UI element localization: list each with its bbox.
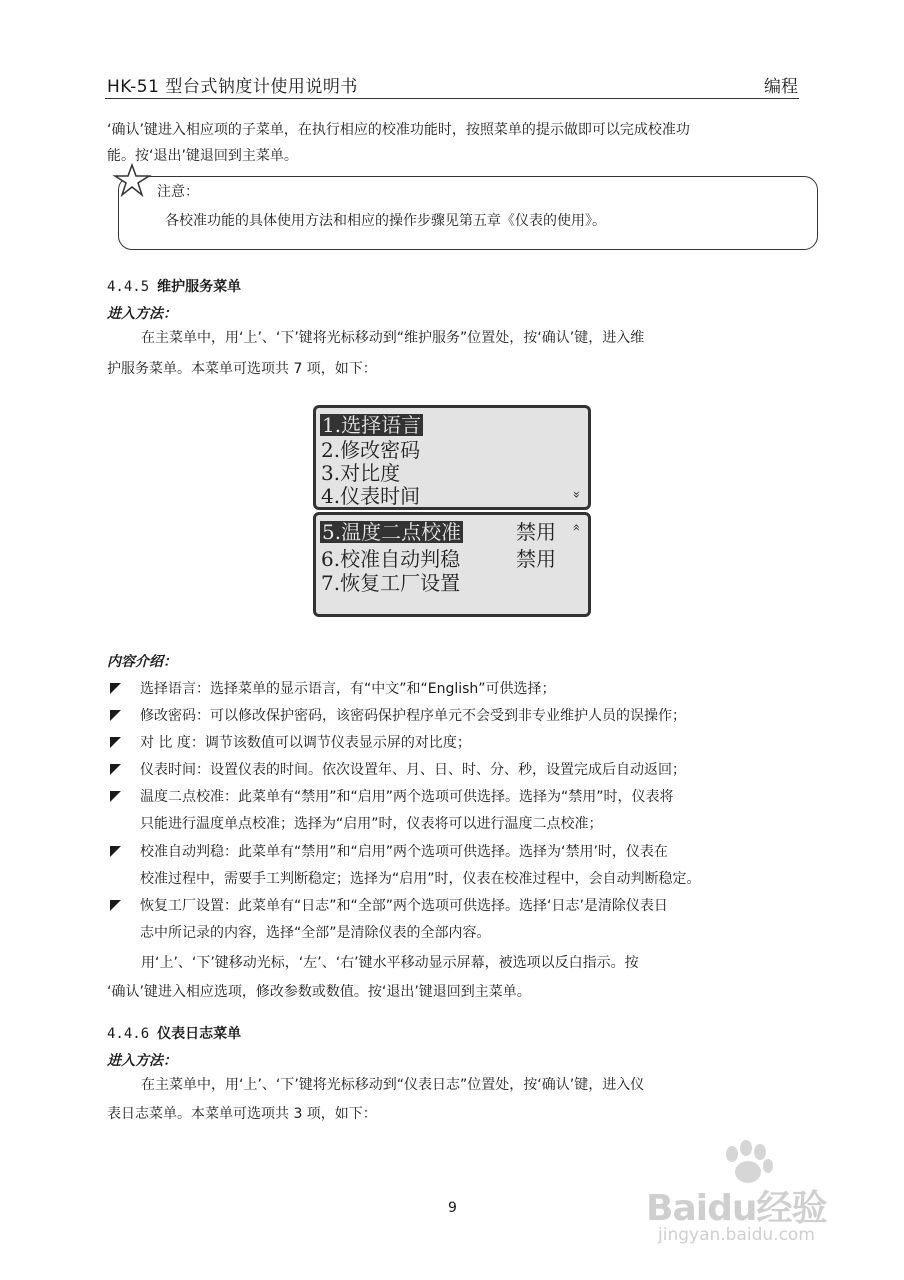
page-number: 9 <box>448 1200 457 1216</box>
section-445-para-line-2: 护服务菜单。本菜单可选项共 7 项，如下： <box>107 361 377 377</box>
lcd-status: 禁用 <box>516 547 556 571</box>
lcd-item: 4.仪表时间 <box>321 484 421 508</box>
bullet-triangle-icon <box>110 710 121 721</box>
lcd-item: 7.恢复工厂设置 <box>321 571 461 595</box>
bullet-text: 仪表时间：设置仪表的时间。依次设置年、月、日、时、分、秒，设置完成后自动返回； <box>140 762 686 778</box>
intro-line-2: 能。按‘退出’键退回到主菜单。 <box>107 148 298 164</box>
bullet-text-continued: 校准过程中，需要手工判断稳定；选择为“启用”时，仪表在校准过程中，会自动判断稳定。 <box>140 871 701 887</box>
bullet-triangle-icon <box>110 900 121 911</box>
section-heading-445 <box>107 276 241 296</box>
bullet-text-continued: 只能进行温度单点校准；选择为“启用”时，仪表将可以进行温度二点校准； <box>140 816 603 832</box>
usage-line-1: 用‘上’、‘下’键移动光标，‘左’、‘右’键水平移动显示屏幕，被选项以反白指示。按 <box>141 955 639 971</box>
lcd-item-selected: 1.选择语言 <box>322 413 422 437</box>
section-label: 编程 <box>764 77 798 97</box>
bullet-triangle-icon <box>110 737 121 748</box>
lcd-screen-1 <box>313 405 591 510</box>
watermark-url: jingyan.baidu.com <box>658 1225 815 1245</box>
section-title: 维护服务菜单 <box>157 279 242 295</box>
paw-icon <box>718 1140 778 1185</box>
bullet-triangle-icon <box>110 764 121 775</box>
enter-method-label: 进入方法： <box>107 306 177 322</box>
section-number: 4.4.6 <box>107 1026 150 1042</box>
star-icon <box>112 163 152 197</box>
enter-method-label: 进入方法： <box>107 1053 177 1069</box>
bullet-text: 校准自动判稳：此菜单有“禁用”和“启用”两个选项可供选择。选择为‘禁用’时，仪表在 <box>140 844 668 860</box>
bullet-text: 修改密码：可以修改保护密码，该密码保护程序单元不会受到非专业维护人员的误操作； <box>140 708 686 724</box>
section-445-para-line-1: 在主菜单中，用‘上’、‘下’键将光标移动到“维护服务”位置处，按‘确认’键，进入维 <box>141 330 645 346</box>
bullet-triangle-icon <box>110 683 121 694</box>
header-divider <box>105 98 799 99</box>
baidu-watermark <box>628 1140 828 1250</box>
section-number: 4.4.5 <box>107 279 150 295</box>
watermark-brand: Baidu经验 <box>646 1188 827 1229</box>
bullet-text-continued: 志中所记录的内容，选择“全部”是清除仪表的全部内容。 <box>140 925 491 941</box>
section-heading-446 <box>107 1023 241 1043</box>
usage-line-2: ‘确认’键进入相应选项，修改参数或数值。按‘退出’键退回到主菜单。 <box>107 984 531 1000</box>
scroll-up-icon: « <box>568 523 584 532</box>
bullet-text: 对 比 度：调节该数值可以调节仪表显示屏的对比度； <box>140 735 471 751</box>
lcd-item: 6.校准自动判稳 <box>321 547 461 571</box>
content-label: 内容介绍： <box>107 654 177 670</box>
bullet-text: 温度二点校准：此菜单有“禁用”和“启用”两个选项可供选择。选择为“禁用”时，仪表将 <box>140 789 674 805</box>
bullet-text: 选择语言：选择菜单的显示语言，有“中文”和“English”可供选择； <box>140 681 556 697</box>
lcd-item: 2.修改密码 <box>321 438 421 462</box>
note-text: 各校准功能的具体使用方法和相应的操作步骤见第五章《仪表的使用》。 <box>165 213 606 229</box>
bullet-triangle-icon <box>110 846 121 857</box>
section-446-para-line-2: 表日志菜单。本菜单可选项共 3 项，如下： <box>107 1106 377 1122</box>
lcd-item-selected: 5.温度二点校准 <box>322 520 462 544</box>
bullet-triangle-icon <box>110 791 121 802</box>
bullet-text: 恢复工厂设置：此菜单有“日志”和“全部”两个选项可供选择。选择‘日志’是清除仪表日 <box>140 898 668 914</box>
scroll-down-icon: » <box>568 490 584 499</box>
lcd-status: 禁用 <box>516 520 556 544</box>
note-title: 注意： <box>157 184 199 200</box>
lcd-item: 3.对比度 <box>321 461 401 485</box>
document-title: HK-51 型台式钠度计使用说明书 <box>107 77 358 97</box>
lcd-screen-2 <box>313 512 591 617</box>
intro-line-1: ‘确认’键进入相应项的子菜单，在执行相应的校准功能时，按照菜单的提示做即可以完成校准功 <box>107 122 690 138</box>
section-title: 仪表日志菜单 <box>157 1026 242 1042</box>
section-446-para-line-1: 在主菜单中，用‘上’、‘下’键将光标移动到“仪表日志”位置处，按‘确认’键，进入仪 <box>141 1077 645 1093</box>
